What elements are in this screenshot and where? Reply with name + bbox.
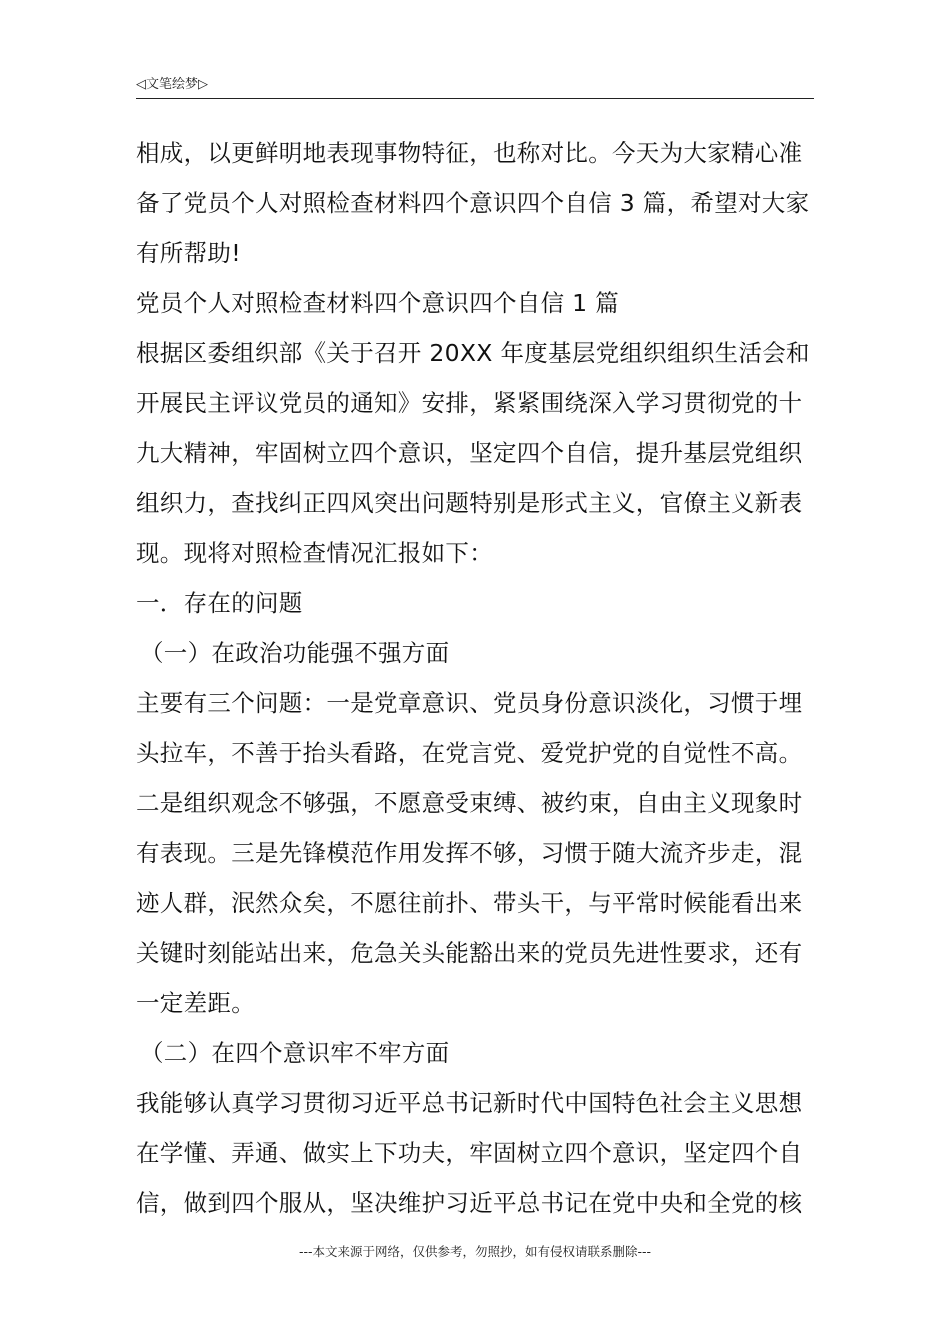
body-line: 在学懂、弄通、做实上下功夫，牢固树立四个意识，坚定四个自 [136, 1139, 803, 1167]
body-line: 一定差距。 [136, 989, 255, 1017]
body-line: 现。现将对照检查情况汇报如下： [136, 539, 493, 567]
body-line: 有表现。三是先锋模范作用发挥不够，习惯于随大流齐步走，混 [136, 839, 803, 867]
body-line: 根据区委组织部《关于召开 20XX 年度基层党组织组织生活会和 [136, 339, 810, 367]
body-line: 二是组织观念不够强，不愿意受束缚、被约束，自由主义现象时 [136, 789, 803, 817]
body-line: 相成，以更鲜明地表现事物特征，也称对比。今天为大家精心准 [136, 139, 803, 167]
heading-level-1: 一．存在的问题 [136, 589, 303, 617]
page-footer-disclaimer: ---本文来源于网络，仅供参考，勿照抄，如有侵权请联系删除--- [298, 1244, 652, 1259]
body-line: 头拉车，不善于抬头看路，在党言党、爱党护党的自觉性不高。 [136, 739, 803, 767]
page-header [136, 74, 814, 99]
body-line: 有所帮助! [136, 239, 241, 267]
document-body [136, 128, 814, 1228]
body-line: 信，做到四个服从，坚决维护习近平总书记在党中央和全党的核 [136, 1189, 803, 1217]
header-title: ◁文笔绘梦▷ [136, 77, 208, 92]
heading-level-2: （二）在四个意识牢不牢方面 [140, 1039, 450, 1067]
body-line: 开展民主评议党员的通知》安排，紧紧围绕深入学习贯彻党的十 [136, 389, 803, 417]
body-line: 备了党员个人对照检查材料四个意识四个自信 3 篇，希望对大家 [136, 189, 810, 217]
body-line: 关键时刻能站出来，危急关头能豁出来的党员先进性要求，还有 [136, 939, 803, 967]
body-line: 主要有三个问题：一是党章意识、党员身份意识淡化，习惯于埋 [136, 689, 803, 717]
heading-level-2: （一）在政治功能强不强方面 [140, 639, 450, 667]
section-title: 党员个人对照检查材料四个意识四个自信 1 篇 [136, 289, 619, 317]
body-line: 迹人群，泯然众矣，不愿往前扑、带头干，与平常时候能看出来 [136, 889, 803, 917]
body-line: 我能够认真学习贯彻习近平总书记新时代中国特色社会主义思想 [136, 1089, 803, 1117]
body-line: 九大精神，牢固树立四个意识，坚定四个自信，提升基层党组织 [136, 439, 803, 467]
body-line: 组织力，查找纠正四风突出问题特别是形式主义，官僚主义新表 [136, 489, 803, 517]
